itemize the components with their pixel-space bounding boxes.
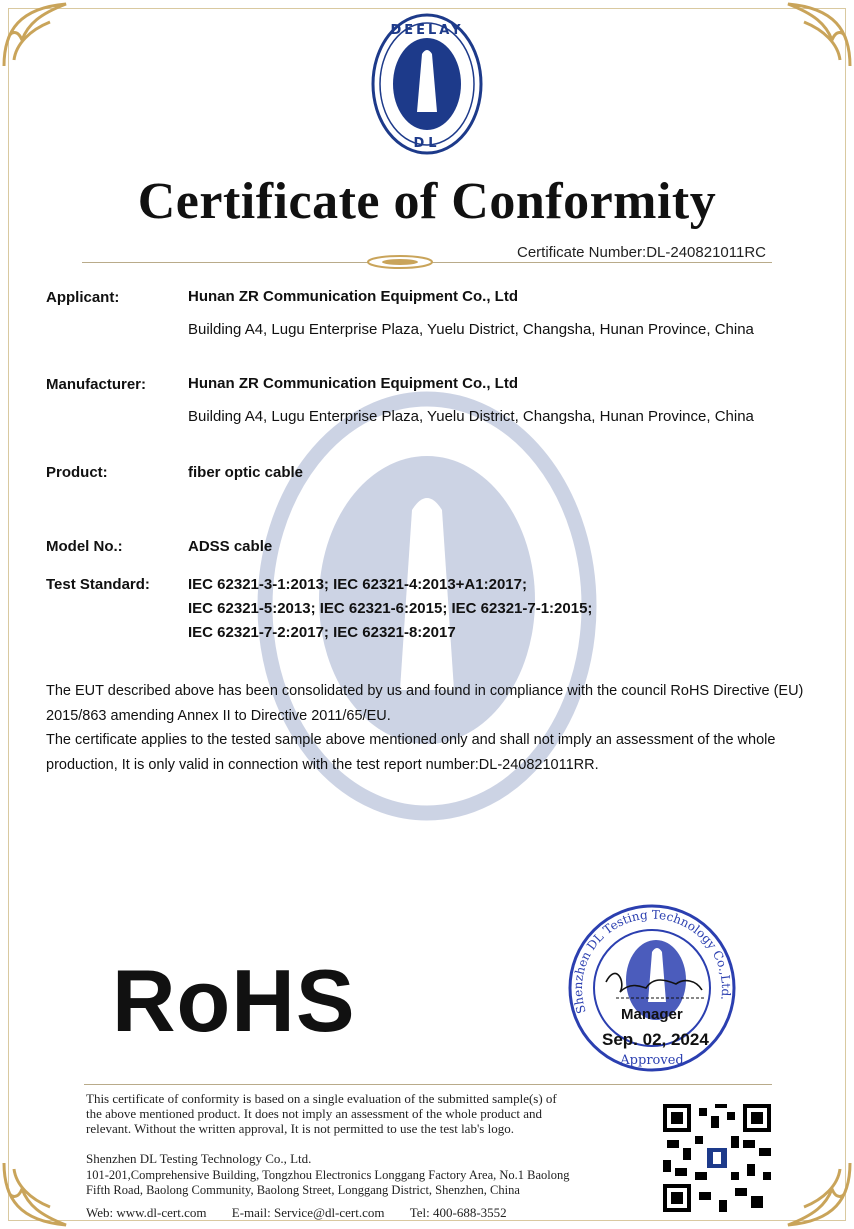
test-standard-line: IEC 62321-3-1:2013; IEC 62321-4:2013+A1:2017; — [188, 576, 527, 593]
applicant-name: Hunan ZR Communication Equipment Co., Ltd — [188, 288, 518, 305]
manufacturer-address: Building A4, Lugu Enterprise Plaza, Yuelu District, Changsha, Hunan Province, China — [188, 408, 754, 425]
footer-divider — [84, 1084, 772, 1085]
applicant-label: Applicant: — [46, 289, 120, 306]
certificate-title: Certificate of Conformity — [137, 173, 717, 230]
svg-text:Shenzhen DL Testing Technology: Shenzhen DL Testing Technology Co.,Ltd. — [570, 907, 734, 1016]
corner-ornament-bottom-left — [0, 1159, 70, 1229]
statement-paragraph: The EUT described above has been consolidated by us and found in compliance with the council RoHS Directive (EU) 2015/863 amending Annex II to Directive 2011/65/EU. — [46, 683, 804, 724]
signatory-title: Manager — [621, 1006, 683, 1023]
svg-text:DL: DL — [413, 136, 441, 151]
disclaimer-line: the above mentioned product. It does not imply an assessment of the whole product and — [86, 1106, 542, 1121]
product-value: fiber optic cable — [188, 464, 304, 481]
disclaimer-line: relevant. Without the written approval, It is not permitted to use the test lab's logo. — [86, 1121, 514, 1136]
statement-paragraph: The certificate applies to the tested sample above mentioned only and shall not imply an assessment of the whole production, It is only valid in connection with the test report number:DL-240821011RR. — [46, 732, 776, 773]
address-line: Fifth Road, Baolong Community, Baolong Street, Longgang District, Shenzhen, China — [86, 1183, 520, 1197]
rohs-mark: RoHS — [112, 951, 356, 1050]
lab-company-name: Shenzhen DL Testing Technology Co., Ltd. — [86, 1151, 312, 1166]
compliance-statement — [46, 679, 816, 777]
lab-email[interactable]: E-mail: Service@dl-cert.com — [231, 1205, 385, 1220]
lab-contact — [86, 1205, 507, 1220]
model-label: Model No.: — [46, 538, 123, 555]
footer-disclaimer — [86, 1091, 557, 1136]
deelay-logo — [370, 12, 484, 156]
svg-text:DEELAY: DEELAY — [390, 23, 464, 38]
corner-ornament-top-left — [0, 0, 70, 70]
qr-code[interactable] — [663, 1104, 771, 1212]
lab-address — [86, 1168, 570, 1198]
applicant-address: Building A4, Lugu Enterprise Plaza, Yuelu District, Changsha, Hunan Province, China — [188, 321, 754, 338]
test-standard-line: IEC 62321-7-2:2017; IEC 62321-8:2017 — [188, 624, 456, 641]
manufacturer-name: Hunan ZR Communication Equipment Co., Ltd — [188, 375, 518, 392]
model-value: ADSS cable — [188, 538, 273, 555]
address-line: 101-201,Comprehensive Building, Tongzhou Electronics Longgang Factory Area, No.1 Baolong — [86, 1168, 570, 1182]
svg-text:Approved: Approved — [620, 1053, 684, 1068]
signature-date: Sep. 02, 2024 — [602, 1030, 709, 1049]
manufacturer-label: Manufacturer: — [46, 376, 147, 393]
corner-ornament-top-right — [784, 0, 854, 70]
test-standard-line: IEC 62321-5:2013; IEC 62321-6:2015; IEC 62321-7-1:2015; — [188, 600, 593, 617]
lab-phone: Tel: 400-688-3552 — [409, 1205, 507, 1220]
product-label: Product: — [46, 464, 108, 481]
lab-website[interactable]: Web: www.dl-cert.com — [86, 1205, 207, 1220]
certificate-number: Certificate Number:DL-240821011RC — [516, 244, 766, 261]
divider-ornament — [365, 254, 435, 270]
disclaimer-line: This certificate of conformity is based on a single evaluation of the submitted sample(s) of — [86, 1091, 557, 1106]
test-standard-label: Test Standard: — [46, 576, 150, 593]
corner-ornament-bottom-right — [784, 1159, 854, 1229]
